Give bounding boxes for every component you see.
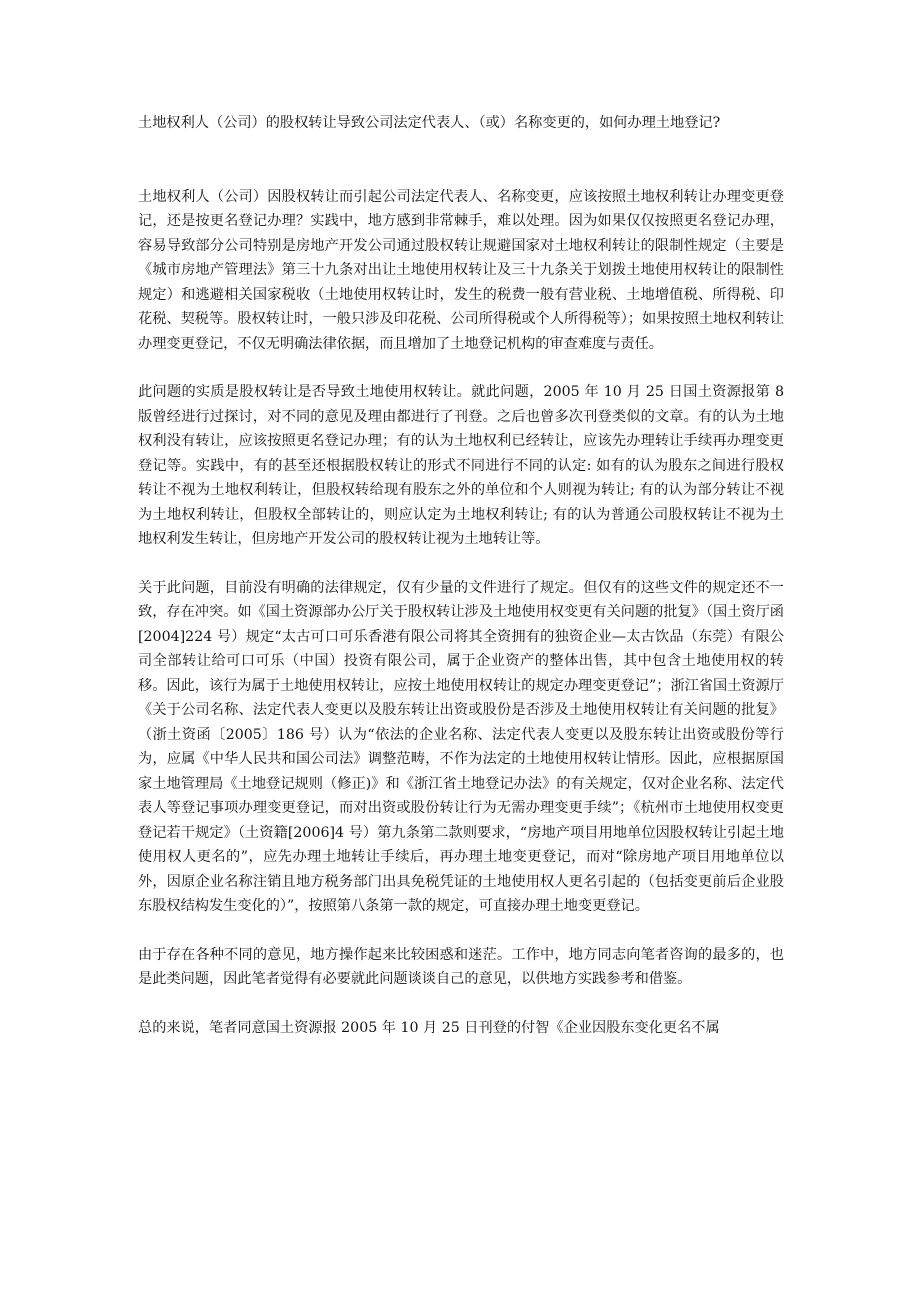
paragraph-background: 土地权利人（公司）因股权转让而引起公司法定代表人、名称变更，应该按照土地权利转让办理变更登记，还是按更名登记办理？实践中，地方感到非常棘手，难以处理。因为如果仅仅按照更名登记办理，容易导致部分公司特别是房地产开发公司通过股权转让规避国家对土地权利转让的限制性规定（主要是《城市房地产管理法》第三十九条对出让土地使用权转让及三十九条关于划拨土地使用权转让的限制性规定）和逃避相关国家税收（土地使用权转让时，发生的税费一般有营业税、土地增值税、所得税、印花税、契税等。股权转让时，一般只涉及印花税、公司所得税或个人所得税等）；如果按照土地权利转让办理变更登记，不仅无明确法律依据，而且增加了土地登记机构的审查难度与责任。: [138, 188, 784, 352]
paragraph-regulations: 关于此问题，目前没有明确的法律规定，仅有少量的文件进行了规定。但仅有的这些文件的规定还不一致，存在冲突。如《国土资源部办公厅关于股权转让涉及土地使用权变更有关问题的批复》（国土资厅函[2004]224 号）规定“太古可口可乐香港有限公司将其全资拥有的独资企业—太古饮品（东莞）有限公司全部转让给可口可乐（中国）投资有限公司，属于企业资产的整体出售，其中包含土地使用权的转移。因此，该行为属于土地使用权转让，应按土地使用权转让的规定办理变更登记”；浙江省国土资源厅《关于公司名称、法定代表人变更以及股东转让出资或股份是否涉及土地使用权转让有关问题的批复》（浙土资函〔2005〕186 号）认为“依法的企业名称、法定代表人变更以及股东转让出资或股份等行为，应属《中华人民共和国公司法》调整范畴，不作为法定的土地使用权转让情形。因此，应根据原国家土地管理局《土地登记规则（修正)》和《浙江省土地登记办法》的有关规定，仅对企业名称、法定代表人等登记事项办理变更登记，而对出资或股份转让行为无需办理变更手续”；《杭州市土地使用权变更登记若干规定》（土资籍[2006]4 号）第九条第二款则要求，“房地产项目用地单位因股权转让引起土地使用权人更名的”，应先办理土地转让手续后，再办理土地变更登记，而对“除房地产项目用地单位以外，因原企业名称注销且地方税务部门出具免税凭证的土地使用权人更名引起的（包括变更前后企业股东股权结构发生变化的）”，按照第八条第一款的规定，可直接办理土地变更登记。: [138, 579, 784, 914]
paragraph-essence: 此问题的实质是股权转让是否导致土地使用权转让。就此问题，2005 年 10 月 25 日国土资源报第 8 版曾经进行过探讨，对不同的意见及理由都进行了刊登。之后也曾多次刊登类似的文章。有的认为土地权利没有转让，应该按照更名登记办理；有的认为土地权利已经转让，应该先办理转让手续再办理变更登记等。实践中，有的甚至还根据股权转让的形式不同进行不同的认定: 如有的认为股东之间进行股权转让不视为土地权利转让，但股权转给现有股东之外的单位和个人则视为转让; 有的认为部分转让不视为土地权利转让，但股权全部转让的，则应认定为土地权利转让; 有的认为普通公司股权转让不视为土地权利发生转让，但房地产开发公司的股权转让视为土地转让等。: [138, 384, 784, 547]
document-body: [138, 111, 784, 1040]
question-heading: 土地权利人（公司）的股权转让导致公司法定代表人、（或）名称变更的，如何办理土地登记?: [138, 115, 721, 131]
paragraph-conclusion: 总的来说，笔者同意国土资源报 2005 年 10 月 25 日刊登的付智《企业因股东变化更名不属: [138, 1019, 720, 1036]
paragraph-confusion: 由于存在各种不同的意见，地方操作起来比较困惑和迷茫。工作中，地方同志向笔者咨询的最多的，也是此类问题，因此笔者觉得有必要就此问题谈谈自己的意见，以供地方实践参考和借鉴。: [138, 946, 784, 987]
